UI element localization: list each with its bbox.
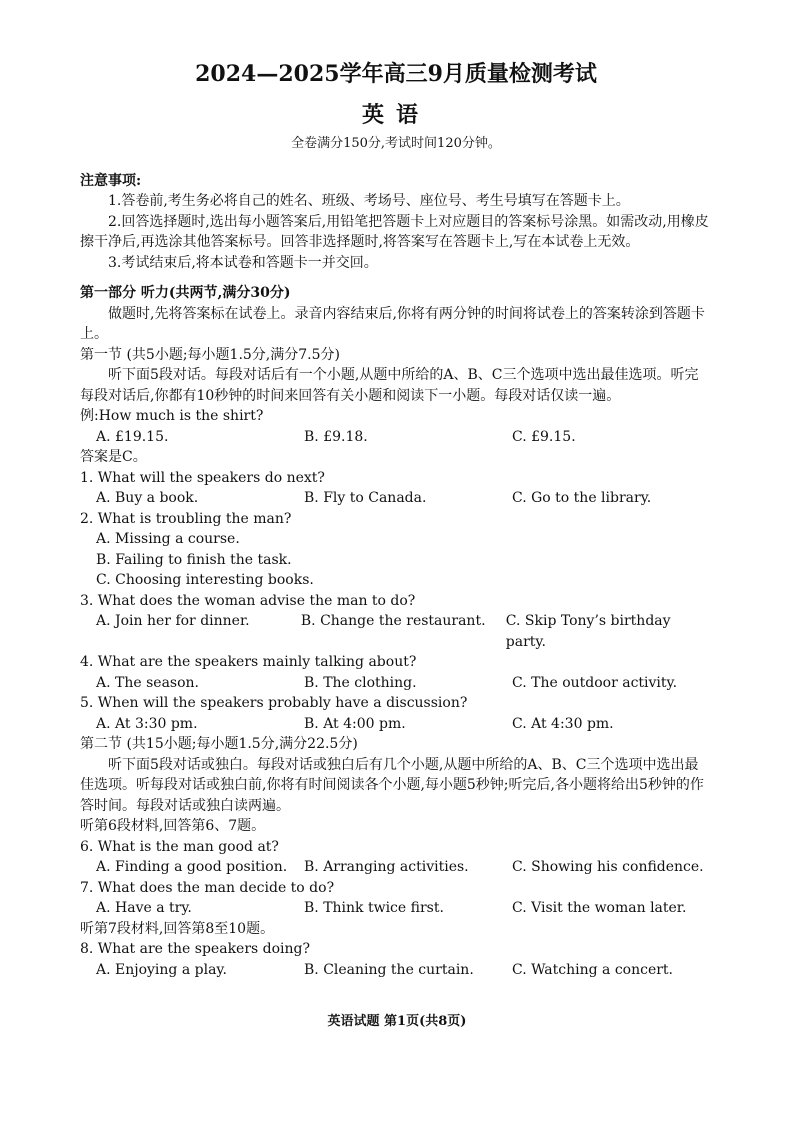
option-a: A. Join her for dinner. [96,613,250,629]
material-7-label: 听第7段材料,回答第8至10题。 [80,920,275,937]
option-a: A. Missing a course. [96,531,240,547]
option-a: A. The season. [96,674,199,691]
example-options [80,427,712,448]
section2-intro: 听下面5段对话或独白。每段对话或独白后有几个小题,从题中所给的A、B、C三个选项中选出最佳选项。听每段对话或独白前,你将有时间阅读各个小题,每小题5秒钟;听完后,各小题将给出5秒钟的作答时间。每段对话或独白读两遍。 [80,756,704,814]
material-6-label: 听第6段材料,回答第6、7题。 [80,818,266,834]
option-c: C. Choosing interesting books. [96,572,314,588]
notice-item-1: 1.答卷前,考生务必将自己的姓名、班级、考场号、座位号、考生号填写在答题卡上。 [108,193,630,209]
option-a: A. £19.15. [96,428,169,445]
option-b: B. Failing to finish the task. [96,551,292,568]
option-c: C. At 4:30 pm. [512,715,614,732]
exam-title: 2024—2025学年高三9月质量检测考试 [195,61,597,87]
notice-item-2: 2.回答选择题时,选出每小题答案后,用铅笔把答题卡上对应题目的答案标号涂黑。如需改动,用橡皮擦干净后,再选涂其他答案标号。回答非选择题时,将答案写在答题卡上,写在本试卷上无效。 [80,213,709,250]
question-3: 3. What does the woman advise the man to do? [80,592,416,609]
option-b: B. Think twice first. [304,900,444,916]
example-answer: 答案是C。 [80,449,147,465]
option-a: A. Buy a book. [96,490,199,506]
question-2: 2. What is troubling the man? [80,510,292,527]
option-a: A. Finding a good position. [96,859,288,875]
question-7: 7. What does the man decide to do? [80,879,335,896]
question-8: 8. What are the speakers doing? [80,941,311,957]
question-4: 4. What are the speakers mainly talking about? [80,654,417,670]
question-3-options [80,611,712,652]
question-1-options [80,488,712,509]
option-b: B. At 4:00 pm. [304,715,406,732]
notice-item-3: 3.考试结束后,将本试卷和答题卡一并交回。 [108,254,378,271]
option-c: C. £9.15. [512,428,576,445]
page-footer: 英语试题 第1页(共8页) [327,1014,467,1029]
question-5-options [80,714,712,735]
option-b: B. Fly to Canada. [304,490,427,506]
section2-heading: 第二节 (共15小题;每小题1.5分,满分22.5分) [80,736,358,752]
option-c: C. Watching a concert. [512,961,673,978]
question-7-options [80,898,712,919]
option-a: A. At 3:30 pm. [96,715,198,732]
option-c: C. Skip Tony’s birthday party. [505,613,671,650]
example-question: 例:How much is the shirt? [80,408,264,424]
part1-heading: 第一部分 听力(共两节,满分30分) [80,285,291,301]
option-b: B. Change the restaurant. [300,613,486,629]
option-a: A. Have a try. [96,900,192,916]
section1-heading: 第一节 (共5小题;每小题1.5分,满分7.5分) [80,346,340,363]
question-5: 5. When will the speakers probably have a discussion? [80,695,468,711]
score-note: 全卷满分150分,考试时间120分钟。 [291,136,501,151]
subject-title: 英语 [361,102,430,128]
option-b: B. The clothing. [304,674,417,691]
option-b: B. Cleaning the curtain. [304,961,474,978]
option-c: C. Visit the woman later. [512,900,687,916]
option-b: B. £9.18. [304,428,368,445]
notice-heading: 注意事项: [80,172,142,189]
option-c: C. Go to the library. [512,490,652,506]
question-4-options [80,673,712,694]
option-a: A. Enjoying a play. [96,961,227,978]
option-c: C. The outdoor activity. [512,674,678,691]
part1-intro: 做题时,先将答案标在试卷上。录音内容结束后,你将有两分钟的时间将试卷上的答案转涂到答题卡上。 [80,305,705,342]
option-b: B. Arranging activities. [304,859,469,875]
option-c: C. Showing his confidence. [512,859,704,875]
question-1: 1. What will the speakers do next? [80,469,325,486]
question-6-options [80,857,712,878]
question-6: 6. What is the man good at? [80,838,279,855]
section1-intro: 听下面5段对话。每段对话后有一个小题,从题中所给的A、B、C三个选项中选出最佳选项。听完每段对话后,你都有10秒钟的时间来回答有关小题和阅读下一小题。每段对话仅读一遍。 [80,367,699,404]
question-8-options [80,960,712,981]
